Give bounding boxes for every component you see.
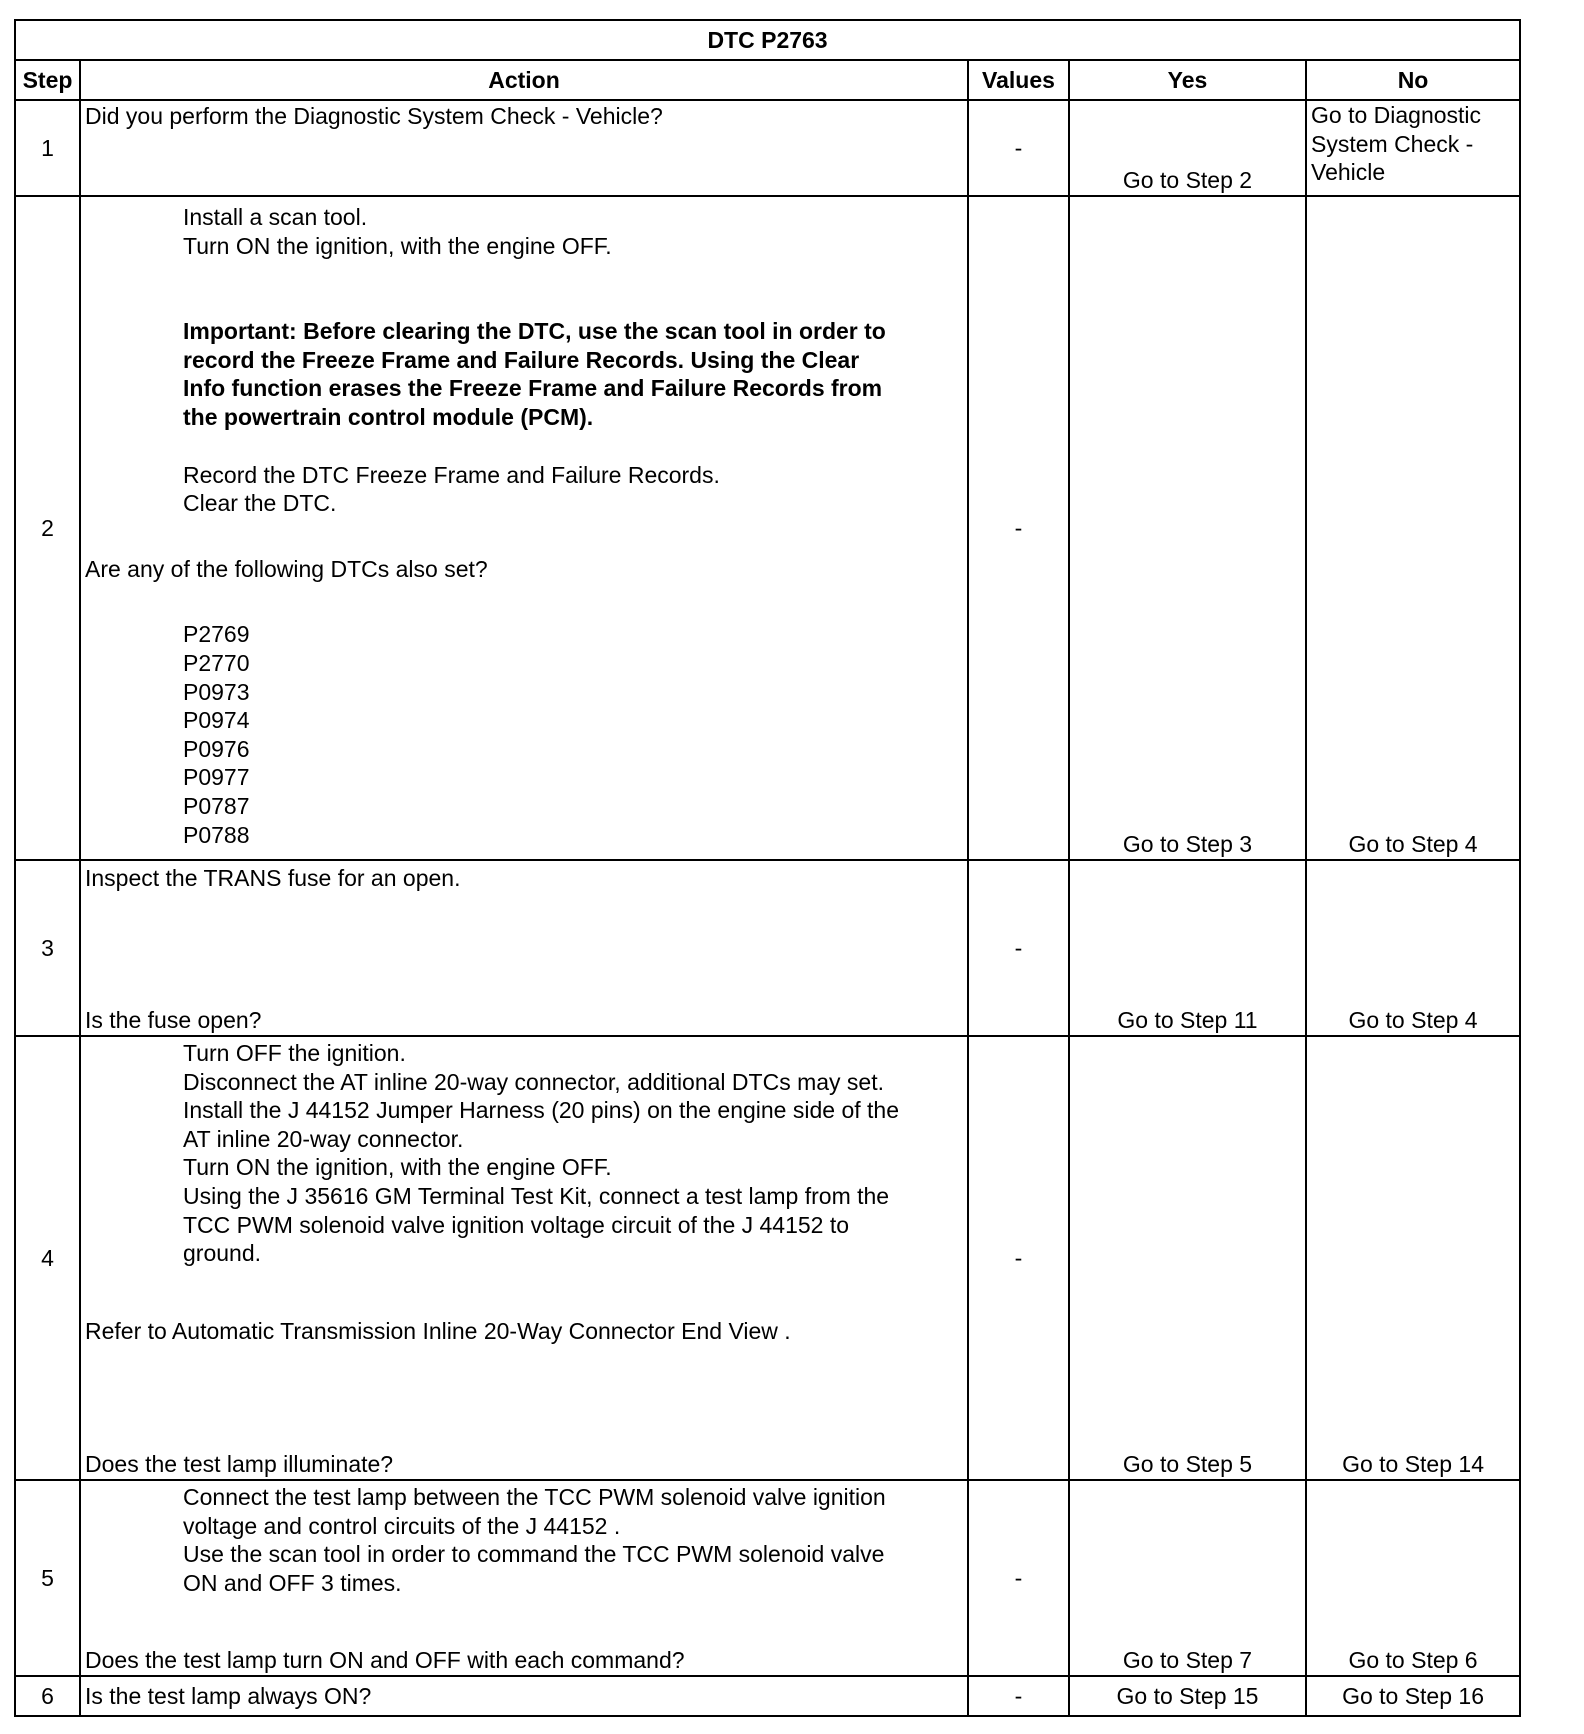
table-row xyxy=(15,196,1520,860)
instruction: Record the DTC Freeze Frame and Failure Records. xyxy=(183,461,720,488)
instruction: ON and OFF 3 times. xyxy=(183,1569,402,1596)
header-no: No xyxy=(1306,60,1520,100)
dtc-code: P2769 xyxy=(183,621,250,648)
header-row xyxy=(15,60,1520,100)
no-cell xyxy=(1306,100,1520,196)
step-number: 1 xyxy=(15,100,80,196)
action-cell xyxy=(80,1480,968,1676)
step-number: 6 xyxy=(15,1676,80,1716)
action-cell xyxy=(80,1036,968,1480)
yes-cell: Go to Step 7 xyxy=(1069,1480,1306,1676)
yes-cell: Go to Step 3 xyxy=(1069,196,1306,860)
important-note: the powertrain control module (PCM). xyxy=(183,403,594,430)
value-cell: - xyxy=(968,1480,1069,1676)
table-row xyxy=(15,100,1520,196)
yes-cell: Go to Step 15 xyxy=(1069,1676,1306,1716)
action-question: Is the test lamp always ON? xyxy=(85,1683,372,1710)
instruction: Inspect the TRANS fuse for an open. xyxy=(85,865,461,891)
instruction: Turn ON the ignition, with the engine OFF. xyxy=(183,1154,612,1181)
header-yes: Yes xyxy=(1069,60,1306,100)
important-note: Important: Before clearing the DTC, use the scan tool in order to xyxy=(183,318,886,345)
important-note: record the Freeze Frame and Failure Records. Using the Clear xyxy=(183,346,860,373)
instruction: Using the J 35616 GM Terminal Test Kit, connect a test lamp from the xyxy=(183,1182,890,1209)
instruction: Disconnect the AT inline 20-way connector, additional DTCs may set. xyxy=(183,1068,884,1095)
action-question: Did you perform the Diagnostic System Check - Vehicle? xyxy=(85,103,663,129)
value-cell: - xyxy=(968,100,1069,196)
action-question: Does the test lamp illuminate? xyxy=(85,1451,394,1478)
table-row xyxy=(15,1676,1520,1716)
dtc-table xyxy=(14,19,1521,1717)
table-row xyxy=(15,1480,1520,1676)
action-cell xyxy=(80,196,968,860)
instruction: Clear the DTC. xyxy=(183,490,337,517)
no-cell: Go to Step 6 xyxy=(1306,1480,1520,1676)
no-line: Go to Diagnostic xyxy=(1311,102,1482,128)
instruction: Turn OFF the ignition. xyxy=(183,1040,406,1066)
header-values: Values xyxy=(968,60,1069,100)
value-cell: - xyxy=(968,1036,1069,1480)
yes-cell: Go to Step 5 xyxy=(1069,1036,1306,1480)
dtc-code: P2770 xyxy=(183,649,250,676)
instruction: Use the scan tool in order to command the TCC PWM solenoid valve xyxy=(183,1541,885,1568)
dtc-code: P0976 xyxy=(183,735,250,762)
action-question: Is the fuse open? xyxy=(85,1007,262,1034)
instruction: TCC PWM solenoid valve ignition voltage circuit of the J 44152 to xyxy=(183,1211,850,1238)
instruction: Turn ON the ignition, with the engine OFF. xyxy=(183,232,612,259)
no-cell: Go to Step 16 xyxy=(1306,1676,1520,1716)
yes-cell: Go to Step 2 xyxy=(1069,100,1306,196)
dtc-code: P0787 xyxy=(183,792,250,819)
instruction: Install the J 44152 Jumper Harness (20 pins) on the engine side of the xyxy=(183,1097,899,1124)
action-question: Does the test lamp turn ON and OFF with each command? xyxy=(85,1647,685,1674)
dtc-code: P0977 xyxy=(183,764,250,791)
step-number: 3 xyxy=(15,860,80,1036)
instruction: Connect the test lamp between the TCC PWM solenoid valve ignition xyxy=(183,1484,886,1510)
reference-link[interactable]: Refer to Automatic Transmission Inline 20-Way Connector End View . xyxy=(85,1318,791,1344)
instruction: voltage and control circuits of the J 44152 . xyxy=(183,1512,621,1539)
table-title: DTC P2763 xyxy=(15,20,1520,60)
yes-cell: Go to Step 11 xyxy=(1069,860,1306,1036)
action-cell xyxy=(80,1676,968,1716)
no-cell: Go to Step 14 xyxy=(1306,1036,1520,1480)
value-cell: - xyxy=(968,860,1069,1036)
step-number: 4 xyxy=(15,1036,80,1480)
no-line: System Check - xyxy=(1311,130,1474,157)
instruction: ground. xyxy=(183,1240,262,1267)
header-step: Step xyxy=(15,60,80,100)
action-cell xyxy=(80,860,968,1036)
instruction: Install a scan tool. xyxy=(183,204,368,230)
action-cell xyxy=(80,100,968,196)
dtc-code: P0974 xyxy=(183,707,250,734)
instruction: AT inline 20-way connector. xyxy=(183,1125,464,1152)
step-number: 5 xyxy=(15,1480,80,1676)
no-cell: Go to Step 4 xyxy=(1306,860,1520,1036)
dtc-code: P0788 xyxy=(183,821,250,848)
value-cell: - xyxy=(968,196,1069,860)
table-row xyxy=(15,1036,1520,1480)
step-number: 2 xyxy=(15,196,80,860)
no-line: Vehicle xyxy=(1311,159,1386,186)
dtc-code: P0973 xyxy=(183,678,250,705)
no-cell: Go to Step 4 xyxy=(1306,196,1520,860)
important-note: Info function erases the Freeze Frame and Failure Records from xyxy=(183,375,883,402)
header-action: Action xyxy=(80,60,968,100)
table-row xyxy=(15,860,1520,1036)
value-cell: - xyxy=(968,1676,1069,1716)
action-question: Are any of the following DTCs also set? xyxy=(85,555,488,582)
